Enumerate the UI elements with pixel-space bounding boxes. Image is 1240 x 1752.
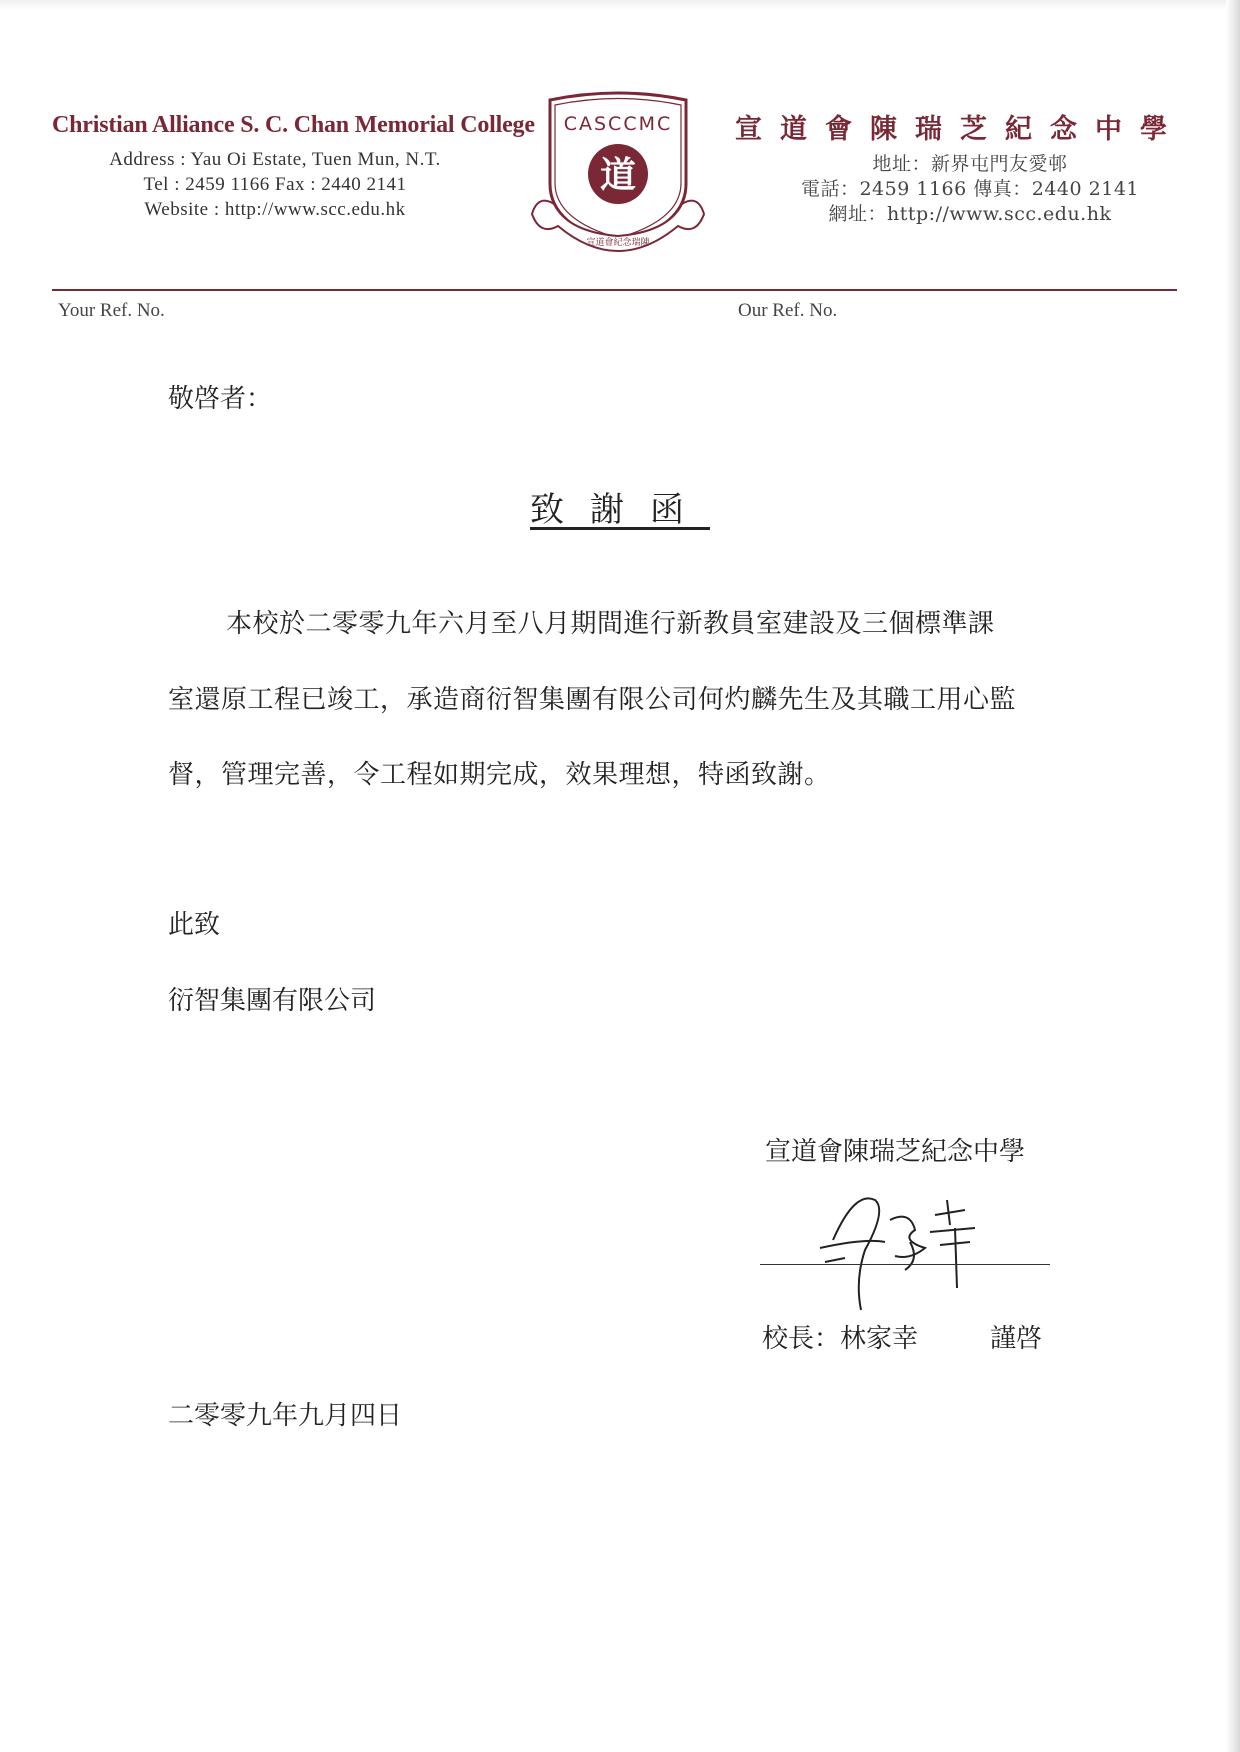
school-english-name: Christian Alliance S. C. Chan Memorial College [52, 112, 535, 138]
school-tel-fax: Tel : 2459 1166 Fax : 2440 2141 [143, 174, 407, 195]
body-line-3: 督，管理完善，令工程如期完成，效果理想，特函致謝。 [168, 760, 831, 790]
school-zh-address: 地址：新界屯門友愛邨 [872, 153, 1068, 175]
letter-date: 二零零九年九月四日 [168, 1401, 403, 1431]
letterhead-divider [52, 289, 1177, 291]
school-website: Website : http://www.scc.edu.hk [144, 199, 406, 220]
our-ref-label: Our Ref. No. [738, 300, 838, 321]
school-chinese-name: 宣道會陳瑞芝紀念中學 [735, 114, 1185, 145]
body-line-2: 室還原工程已竣工，承造商衍智集團有限公司何灼麟先生及其職工用心監 [168, 685, 1017, 715]
handwritten-signature [815, 1170, 1005, 1320]
your-ref-label: Your Ref. No. [58, 300, 165, 321]
school-zh-website: 網址：http://www.scc.edu.hk [828, 203, 1112, 225]
school-address: Address : Yau Oi Estate, Tuen Mun, N.T. [109, 149, 441, 170]
respectfully-text: 謹啓 [990, 1324, 1043, 1354]
body-line-1: 本校於二零零九年六月至八月期間進行新教員室建設及三個標準課 [226, 609, 995, 639]
letter-title: 致謝函 [530, 490, 710, 530]
recipient-company: 衍智集團有限公司 [168, 986, 377, 1016]
crest-letters: CASCCMC [563, 113, 673, 135]
crest-motto: 宣道會紀念瑞陳 [586, 238, 650, 248]
school-zh-tel-fax: 電話：2459 1166 傳真：2440 2141 [800, 178, 1140, 200]
scan-top-shade [0, 0, 1240, 10]
school-crest-logo [528, 86, 708, 256]
scan-right-edge [1226, 0, 1240, 1752]
crest-center-glyph: 道 [599, 155, 637, 196]
signature-line [760, 1264, 1050, 1265]
principal-name: 校長：林家幸 [762, 1324, 919, 1354]
closing-text: 此致 [168, 910, 221, 940]
sender-school-name: 宣道會陳瑞芝紀念中學 [765, 1137, 1026, 1167]
salutation: 敬啓者： [168, 384, 273, 414]
